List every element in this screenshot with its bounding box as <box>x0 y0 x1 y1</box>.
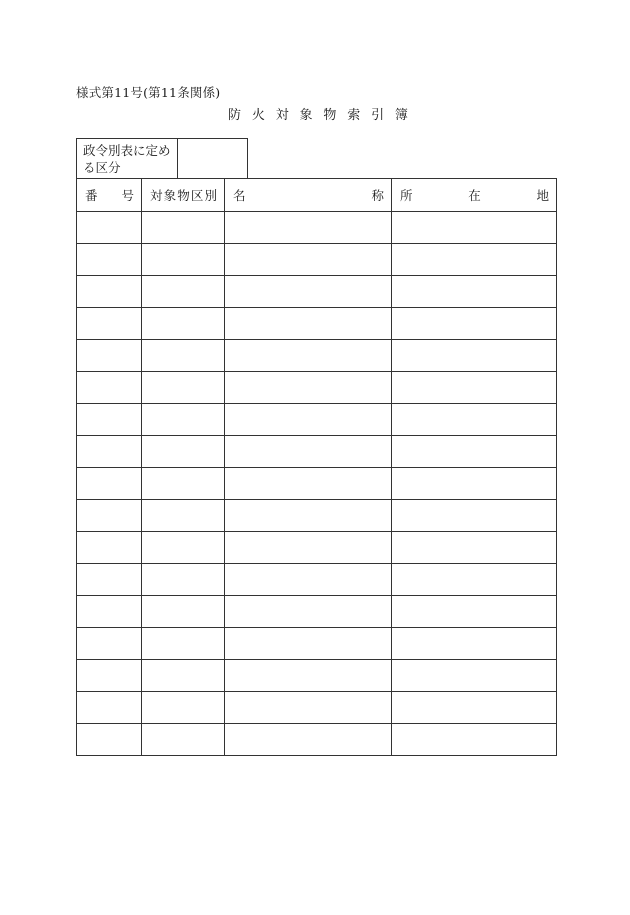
title-char: 物 <box>323 108 337 123</box>
number-cell[interactable] <box>77 628 142 660</box>
title-char: 火 <box>251 108 265 123</box>
number-cell[interactable] <box>77 436 142 468</box>
classification-label <box>77 139 178 179</box>
number-cell[interactable] <box>77 276 142 308</box>
header-type-char: 区 <box>190 188 204 203</box>
number-cell[interactable] <box>77 404 142 436</box>
location-cell[interactable] <box>392 276 557 308</box>
object-type-cell[interactable] <box>142 212 225 244</box>
title-char: 防 <box>228 108 242 123</box>
number-cell[interactable] <box>77 660 142 692</box>
location-cell[interactable] <box>392 468 557 500</box>
number-cell[interactable] <box>77 532 142 564</box>
classification-box <box>76 138 248 179</box>
number-cell[interactable] <box>77 468 142 500</box>
location-cell[interactable] <box>392 308 557 340</box>
object-type-cell[interactable] <box>142 724 225 756</box>
name-cell[interactable] <box>225 532 392 564</box>
number-cell[interactable] <box>77 340 142 372</box>
classification-value-field[interactable] <box>178 139 247 179</box>
form-reference: 様式第11号(第11条関係) <box>76 85 221 100</box>
name-cell[interactable] <box>225 500 392 532</box>
name-cell[interactable] <box>225 436 392 468</box>
location-cell[interactable] <box>392 244 557 276</box>
title-char: 簿 <box>394 108 408 123</box>
name-cell[interactable] <box>225 308 392 340</box>
object-type-cell[interactable] <box>142 404 225 436</box>
header-location <box>392 179 557 212</box>
object-type-cell[interactable] <box>142 340 225 372</box>
object-type-cell[interactable] <box>142 596 225 628</box>
number-cell[interactable] <box>77 724 142 756</box>
object-type-cell[interactable] <box>142 532 225 564</box>
table-row <box>77 308 557 340</box>
number-cell[interactable] <box>77 692 142 724</box>
table-row <box>77 500 557 532</box>
object-type-cell[interactable] <box>142 308 225 340</box>
table-row <box>77 660 557 692</box>
table-row <box>77 628 557 660</box>
object-type-cell[interactable] <box>142 436 225 468</box>
table-row <box>77 276 557 308</box>
name-cell[interactable] <box>225 692 392 724</box>
table-row <box>77 564 557 596</box>
number-cell[interactable] <box>77 212 142 244</box>
header-number-char: 番 <box>85 188 98 203</box>
classification-label-line1: 政令別表に定め <box>83 143 171 158</box>
table-row <box>77 436 557 468</box>
name-cell[interactable] <box>225 340 392 372</box>
table-row <box>77 532 557 564</box>
object-type-cell[interactable] <box>142 244 225 276</box>
header-type-char: 象 <box>163 188 177 203</box>
header-number-char: 号 <box>121 188 134 203</box>
object-type-cell[interactable] <box>142 628 225 660</box>
header-location-char: 在 <box>468 188 481 203</box>
header-row <box>77 179 557 212</box>
header-object-type <box>142 179 225 212</box>
name-cell[interactable] <box>225 244 392 276</box>
location-cell[interactable] <box>392 404 557 436</box>
name-cell[interactable] <box>225 404 392 436</box>
classification-label-line2: る区分 <box>83 160 121 175</box>
location-cell[interactable] <box>392 660 557 692</box>
number-cell[interactable] <box>77 596 142 628</box>
name-cell[interactable] <box>225 724 392 756</box>
location-cell[interactable] <box>392 564 557 596</box>
table-row <box>77 596 557 628</box>
object-type-cell[interactable] <box>142 564 225 596</box>
table-row <box>77 468 557 500</box>
number-cell[interactable] <box>77 500 142 532</box>
table-row <box>77 372 557 404</box>
location-cell[interactable] <box>392 372 557 404</box>
location-cell[interactable] <box>392 692 557 724</box>
location-cell[interactable] <box>392 628 557 660</box>
header-name-char: 称 <box>371 188 384 203</box>
title-char: 対 <box>275 108 289 123</box>
name-cell[interactable] <box>225 372 392 404</box>
object-type-cell[interactable] <box>142 660 225 692</box>
object-type-cell[interactable] <box>142 276 225 308</box>
table-row <box>77 340 557 372</box>
location-cell[interactable] <box>392 500 557 532</box>
register-table <box>76 178 557 756</box>
object-type-cell[interactable] <box>142 468 225 500</box>
number-cell[interactable] <box>77 308 142 340</box>
number-cell[interactable] <box>77 372 142 404</box>
title-char: 引 <box>371 108 385 123</box>
object-type-cell[interactable] <box>142 372 225 404</box>
object-type-cell[interactable] <box>142 692 225 724</box>
name-cell[interactable] <box>225 628 392 660</box>
header-type-char: 対 <box>150 188 163 203</box>
table-row <box>77 692 557 724</box>
table-row <box>77 724 557 756</box>
document-title <box>228 104 408 123</box>
table-row <box>77 404 557 436</box>
header-location-char: 地 <box>536 188 549 203</box>
number-cell[interactable] <box>77 244 142 276</box>
location-cell[interactable] <box>392 724 557 756</box>
title-char: 索 <box>347 108 361 123</box>
name-cell[interactable] <box>225 212 392 244</box>
location-cell[interactable] <box>392 212 557 244</box>
name-cell[interactable] <box>225 660 392 692</box>
name-cell[interactable] <box>225 276 392 308</box>
header-location-char: 所 <box>400 188 413 203</box>
location-cell[interactable] <box>392 596 557 628</box>
header-number <box>77 179 142 212</box>
name-cell[interactable] <box>225 468 392 500</box>
table-row <box>77 244 557 276</box>
title-char: 象 <box>299 108 313 123</box>
header-name-char: 名 <box>233 188 246 203</box>
name-cell[interactable] <box>225 596 392 628</box>
header-type-char: 別 <box>204 188 217 203</box>
number-cell[interactable] <box>77 564 142 596</box>
table-row <box>77 212 557 244</box>
header-type-char: 物 <box>177 188 190 203</box>
location-cell[interactable] <box>392 532 557 564</box>
header-name <box>225 179 392 212</box>
location-cell[interactable] <box>392 340 557 372</box>
object-type-cell[interactable] <box>142 500 225 532</box>
name-cell[interactable] <box>225 564 392 596</box>
location-cell[interactable] <box>392 436 557 468</box>
